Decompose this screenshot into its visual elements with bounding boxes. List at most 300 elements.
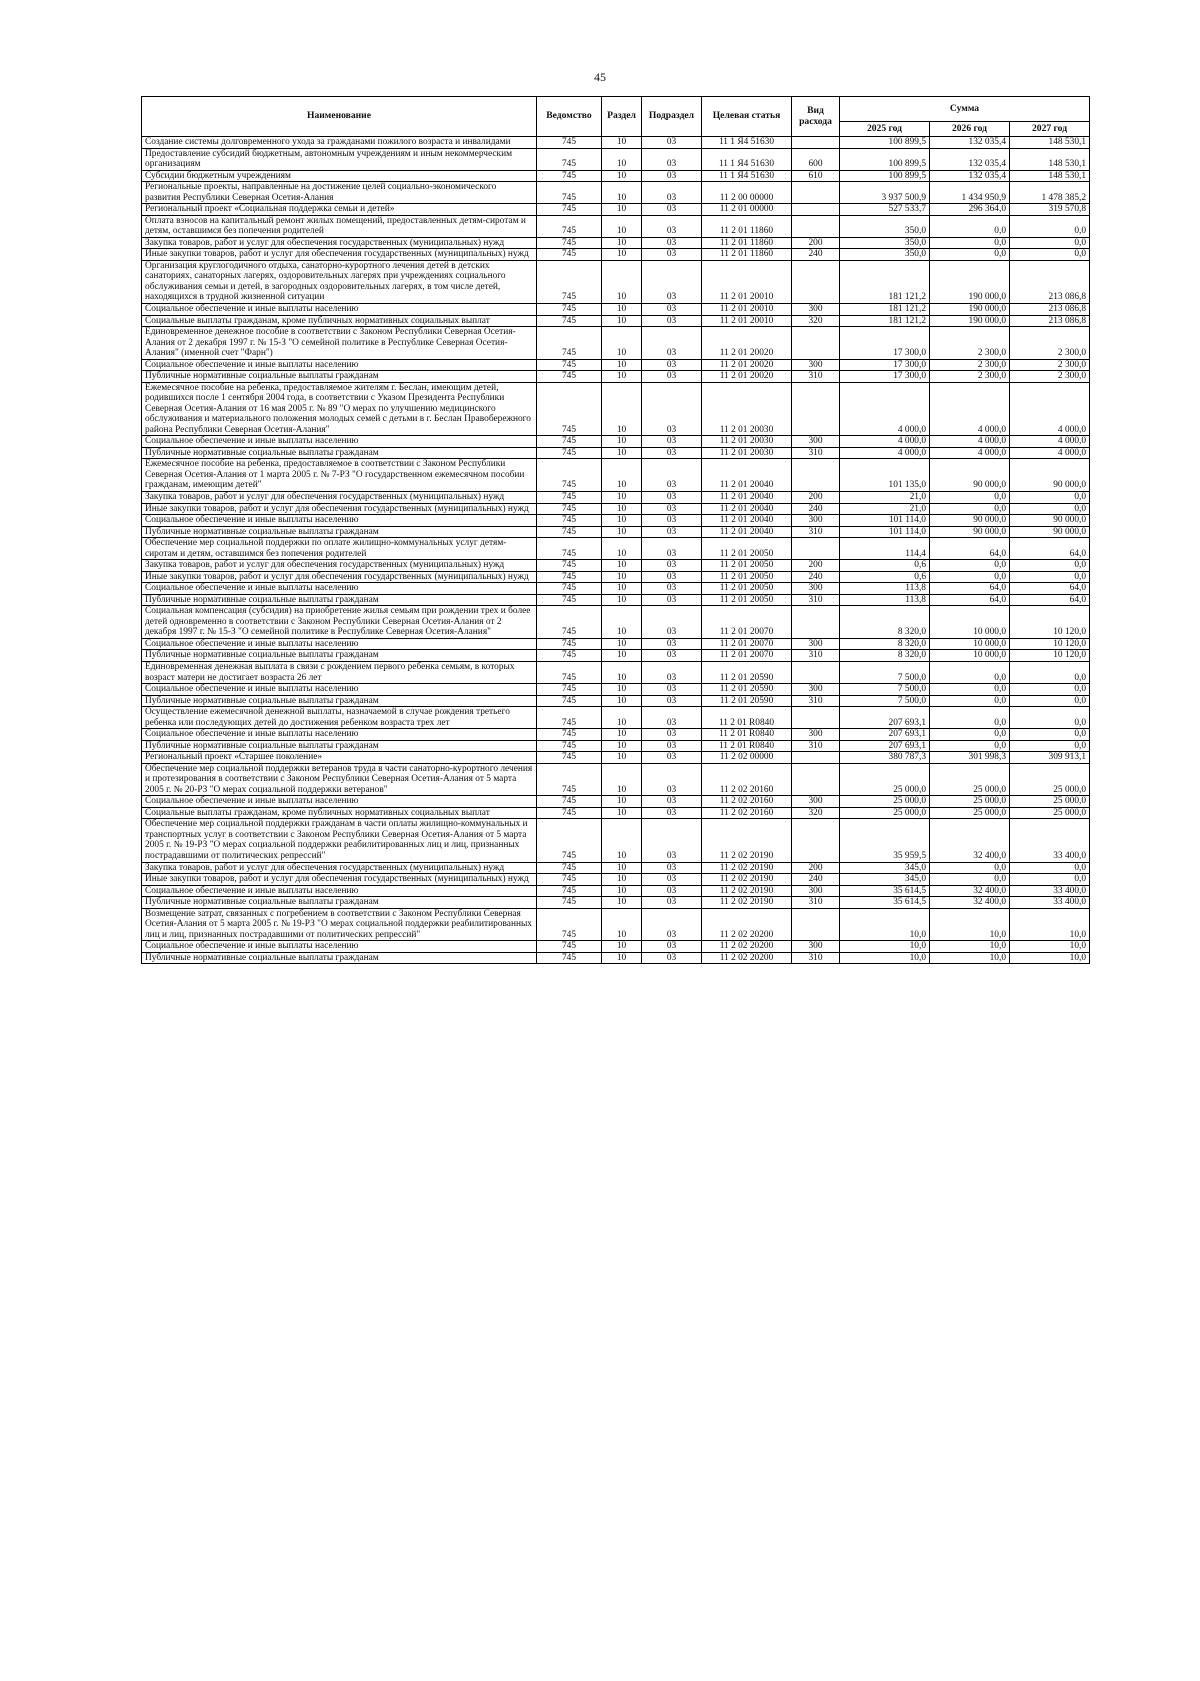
row-subsection: 03 (642, 315, 702, 327)
row-type: 200 (792, 492, 840, 504)
row-name: Публичные нормативные социальные выплаты гражданам (142, 740, 537, 752)
row-subsection: 03 (642, 526, 702, 538)
row-name: Закупка товаров, работ и услуг для обеспечения государственных (муниципальных) нужд (142, 560, 537, 572)
row-name: Публичные нормативные социальные выплаты гражданам (142, 650, 537, 662)
row-subsection: 03 (642, 583, 702, 595)
row-target: 11 2 01 20050 (702, 560, 792, 572)
row-type: 240 (792, 874, 840, 886)
row-value-2026: 10 000,0 (930, 638, 1010, 650)
row-section: 10 (602, 606, 642, 639)
row-value-2026: 296 364,0 (930, 204, 1010, 216)
row-name: Социальное обеспечение и иные выплаты населению (142, 583, 537, 595)
row-dept: 745 (537, 215, 602, 237)
row-value-2027: 0,0 (1010, 862, 1090, 874)
row-target: 11 2 01 20030 (702, 447, 792, 459)
table-row (142, 908, 1090, 941)
row-value-2025: 17 300,0 (840, 327, 930, 360)
table-row (142, 941, 1090, 953)
row-section: 10 (602, 359, 642, 371)
header-subsection: Подраздел (642, 97, 702, 137)
row-value-2025: 7 500,0 (840, 661, 930, 683)
row-value-2026: 4 000,0 (930, 447, 1010, 459)
row-target: 11 2 02 20190 (702, 897, 792, 909)
row-target: 11 2 02 20160 (702, 807, 792, 819)
row-name: Ежемесячное пособие на ребенка, предоставляемое в соответствии с Законом Республики Северная Осетия-Алания от 1 марта 2005 г. № 7-РЗ "О государственном ежемесячном пособии гражданам, имеющим детей" (142, 459, 537, 492)
row-target: 11 2 01 R0840 (702, 729, 792, 741)
row-type: 600 (792, 148, 840, 170)
row-value-2025: 380 787,3 (840, 752, 930, 764)
row-value-2027: 1 478 385,2 (1010, 182, 1090, 204)
row-section: 10 (602, 885, 642, 897)
row-target: 11 2 02 20160 (702, 763, 792, 796)
row-target: 11 2 01 20070 (702, 650, 792, 662)
row-value-2027: 0,0 (1010, 492, 1090, 504)
row-type: 300 (792, 583, 840, 595)
row-subsection: 03 (642, 515, 702, 527)
row-section: 10 (602, 538, 642, 560)
row-type (792, 752, 840, 764)
row-section: 10 (602, 182, 642, 204)
row-subsection: 03 (642, 752, 702, 764)
row-value-2027: 309 913,1 (1010, 752, 1090, 764)
table-row (142, 763, 1090, 796)
row-value-2025: 8 320,0 (840, 650, 930, 662)
table-row (142, 897, 1090, 909)
row-value-2027: 10 120,0 (1010, 606, 1090, 639)
row-value-2027: 0,0 (1010, 560, 1090, 572)
row-value-2026: 0,0 (930, 661, 1010, 683)
row-name: Региональные проекты, направленные на достижение целей социально-экономического развития Республики Северная Осетия-Алания (142, 182, 537, 204)
header-2027: 2027 год (1010, 122, 1090, 137)
row-name: Публичные нормативные социальные выплаты гражданам (142, 447, 537, 459)
row-value-2027: 0,0 (1010, 237, 1090, 249)
row-name: Создание системы долговременного ухода за гражданами пожилого возраста и инвалидами (142, 137, 537, 149)
row-dept: 745 (537, 327, 602, 360)
row-section: 10 (602, 740, 642, 752)
row-name: Обеспечение мер социальной поддержки по оплате жилищно-коммунальных услуг детям-сиротам и детям, оставшимся без попечения родителей (142, 538, 537, 560)
row-name: Региональный проект «Социальная поддержка семьи и детей» (142, 204, 537, 216)
page-number: 45 (594, 70, 606, 84)
table-header (142, 97, 1090, 137)
row-dept: 745 (537, 819, 602, 862)
row-value-2025: 10,0 (840, 952, 930, 964)
row-value-2026: 190 000,0 (930, 303, 1010, 315)
table-row (142, 538, 1090, 560)
row-type: 310 (792, 695, 840, 707)
table-row (142, 148, 1090, 170)
row-target: 11 2 02 20200 (702, 941, 792, 953)
row-type: 240 (792, 571, 840, 583)
row-section: 10 (602, 327, 642, 360)
row-subsection: 03 (642, 237, 702, 249)
row-section: 10 (602, 204, 642, 216)
table-row (142, 952, 1090, 964)
row-section: 10 (602, 650, 642, 662)
row-value-2025: 10,0 (840, 908, 930, 941)
row-name: Ежемесячное пособие на ребенка, предоставляемое жителям г. Беслан, имеющим детей, родившихся после 1 сентября 2004 года, в соответствии с Указом Президента Республики Северная Осетия-Алания от 16 мая 2005 г. № 89 "О мерах по улучшению медицинского обслуживания и материального положения молодых семей с детьми в г. Беслан Правобережного района Республики Северная Осетия-Алания" (142, 382, 537, 436)
row-value-2026: 64,0 (930, 594, 1010, 606)
row-type: 300 (792, 638, 840, 650)
table-row (142, 638, 1090, 650)
row-dept: 745 (537, 359, 602, 371)
row-value-2026: 0,0 (930, 684, 1010, 696)
row-section: 10 (602, 707, 642, 729)
row-subsection: 03 (642, 560, 702, 572)
row-section: 10 (602, 941, 642, 953)
row-subsection: 03 (642, 638, 702, 650)
row-value-2025: 0,6 (840, 560, 930, 572)
row-dept: 745 (537, 237, 602, 249)
table-row (142, 819, 1090, 862)
row-section: 10 (602, 571, 642, 583)
row-subsection: 03 (642, 862, 702, 874)
row-subsection: 03 (642, 594, 702, 606)
row-subsection: 03 (642, 215, 702, 237)
row-dept: 745 (537, 303, 602, 315)
row-value-2025: 350,0 (840, 237, 930, 249)
row-dept: 745 (537, 638, 602, 650)
row-value-2025: 114,4 (840, 538, 930, 560)
row-section: 10 (602, 638, 642, 650)
row-target: 11 2 01 R0840 (702, 707, 792, 729)
table-row (142, 249, 1090, 261)
row-value-2025: 17 300,0 (840, 371, 930, 383)
row-subsection: 03 (642, 571, 702, 583)
row-value-2025: 4 000,0 (840, 436, 930, 448)
table-row (142, 303, 1090, 315)
row-type: 310 (792, 526, 840, 538)
row-section: 10 (602, 382, 642, 436)
row-value-2026: 10,0 (930, 941, 1010, 953)
row-subsection: 03 (642, 447, 702, 459)
row-dept: 745 (537, 650, 602, 662)
row-value-2027: 148 530,1 (1010, 137, 1090, 149)
row-section: 10 (602, 661, 642, 683)
row-name: Закупка товаров, работ и услуг для обеспечения государственных (муниципальных) нужд (142, 862, 537, 874)
row-value-2027: 33 400,0 (1010, 819, 1090, 862)
row-type: 200 (792, 237, 840, 249)
row-section: 10 (602, 237, 642, 249)
row-subsection: 03 (642, 148, 702, 170)
row-type: 310 (792, 740, 840, 752)
row-subsection: 03 (642, 661, 702, 683)
table-row (142, 382, 1090, 436)
row-value-2026: 132 035,4 (930, 137, 1010, 149)
row-type (792, 661, 840, 683)
table-row (142, 729, 1090, 741)
row-type: 310 (792, 371, 840, 383)
row-target: 11 2 02 20160 (702, 796, 792, 808)
row-target: 11 1 Я4 51630 (702, 137, 792, 149)
row-dept: 745 (537, 807, 602, 819)
row-dept: 745 (537, 763, 602, 796)
row-value-2026: 0,0 (930, 249, 1010, 261)
table-row (142, 874, 1090, 886)
table-row (142, 447, 1090, 459)
row-section: 10 (602, 763, 642, 796)
row-value-2027: 64,0 (1010, 594, 1090, 606)
row-value-2027: 319 570,8 (1010, 204, 1090, 216)
row-target: 11 2 01 20030 (702, 382, 792, 436)
row-subsection: 03 (642, 740, 702, 752)
row-name: Социальные выплаты гражданам, кроме публичных нормативных социальных выплат (142, 807, 537, 819)
row-section: 10 (602, 526, 642, 538)
row-value-2027: 0,0 (1010, 729, 1090, 741)
row-value-2025: 21,0 (840, 492, 930, 504)
row-name: Субсидии бюджетным учреждениям (142, 170, 537, 182)
table-row (142, 707, 1090, 729)
table-row (142, 459, 1090, 492)
row-dept: 745 (537, 874, 602, 886)
row-value-2025: 7 500,0 (840, 684, 930, 696)
row-dept: 745 (537, 941, 602, 953)
table-row (142, 182, 1090, 204)
row-type: 300 (792, 729, 840, 741)
table-row (142, 661, 1090, 683)
row-type: 310 (792, 897, 840, 909)
row-value-2027: 148 530,1 (1010, 170, 1090, 182)
row-value-2025: 345,0 (840, 874, 930, 886)
row-subsection: 03 (642, 303, 702, 315)
table-row (142, 740, 1090, 752)
row-value-2027: 25 000,0 (1010, 807, 1090, 819)
row-subsection: 03 (642, 538, 702, 560)
row-value-2026: 25 000,0 (930, 807, 1010, 819)
row-section: 10 (602, 459, 642, 492)
header-2025: 2025 год (840, 122, 930, 137)
row-target: 11 2 00 00000 (702, 182, 792, 204)
row-value-2025: 101 114,0 (840, 515, 930, 527)
row-name: Социальное обеспечение и иные выплаты населению (142, 303, 537, 315)
row-target: 11 2 02 00000 (702, 752, 792, 764)
row-value-2027: 148 530,1 (1010, 148, 1090, 170)
row-name: Социальное обеспечение и иные выплаты населению (142, 796, 537, 808)
row-type (792, 382, 840, 436)
row-value-2027: 10,0 (1010, 908, 1090, 941)
row-target: 11 2 01 20050 (702, 571, 792, 583)
row-type: 300 (792, 359, 840, 371)
row-value-2026: 4 000,0 (930, 436, 1010, 448)
row-target: 11 2 01 20040 (702, 526, 792, 538)
table-row (142, 503, 1090, 515)
row-value-2026: 10 000,0 (930, 650, 1010, 662)
table-row (142, 515, 1090, 527)
row-type (792, 327, 840, 360)
row-dept: 745 (537, 371, 602, 383)
row-value-2026: 0,0 (930, 729, 1010, 741)
row-type: 240 (792, 503, 840, 515)
row-subsection: 03 (642, 874, 702, 886)
row-dept: 745 (537, 538, 602, 560)
row-target: 11 2 01 20020 (702, 359, 792, 371)
row-name: Единовременное денежное пособие в соответствии с Законом Республики Северная Осетия-Алания от 2 декабря 1997 г. № 15-З "О семейной политике в Республике Северная Осетия-Алания" (именной счет "Фарн") (142, 327, 537, 360)
row-name: Иные закупки товаров, работ и услуг для обеспечения государственных (муниципальных) нужд (142, 874, 537, 886)
row-type: 300 (792, 885, 840, 897)
table-row (142, 371, 1090, 383)
table-row (142, 606, 1090, 639)
table-row (142, 215, 1090, 237)
row-subsection: 03 (642, 908, 702, 941)
row-dept: 745 (537, 606, 602, 639)
row-value-2027: 0,0 (1010, 249, 1090, 261)
row-dept: 745 (537, 752, 602, 764)
row-section: 10 (602, 249, 642, 261)
row-dept: 745 (537, 503, 602, 515)
row-dept: 745 (537, 492, 602, 504)
row-section: 10 (602, 752, 642, 764)
row-dept: 745 (537, 661, 602, 683)
row-name: Региональный проект «Старшее поколение» (142, 752, 537, 764)
row-value-2026: 0,0 (930, 560, 1010, 572)
row-value-2026: 0,0 (930, 874, 1010, 886)
row-type: 300 (792, 436, 840, 448)
row-value-2027: 2 300,0 (1010, 327, 1090, 360)
row-target: 11 1 Я4 51630 (702, 148, 792, 170)
row-type (792, 763, 840, 796)
row-value-2025: 100 899,5 (840, 148, 930, 170)
row-type: 300 (792, 515, 840, 527)
row-value-2025: 4 000,0 (840, 447, 930, 459)
row-value-2027: 10,0 (1010, 941, 1090, 953)
row-subsection: 03 (642, 796, 702, 808)
row-target: 11 2 01 20590 (702, 695, 792, 707)
row-name: Осуществление ежемесячной денежной выплаты, назначаемой в случае рождения третьего ребенка или последующих детей до достижения ребенком возраста трех лет (142, 707, 537, 729)
row-name: Социальная компенсация (субсидия) на приобретение жилья семьям при рождении трех и более детей одновременно в соответствии с Законом Республики Северная Осетия-Алания от 2 декабря 1997 г. № 15-З "О семейной политике в Республике Северная Осетия-Алания" (142, 606, 537, 639)
row-value-2026: 10 000,0 (930, 606, 1010, 639)
row-value-2027: 90 000,0 (1010, 459, 1090, 492)
row-subsection: 03 (642, 897, 702, 909)
row-section: 10 (602, 594, 642, 606)
row-value-2025: 113,8 (840, 583, 930, 595)
row-section: 10 (602, 148, 642, 170)
row-type (792, 908, 840, 941)
row-value-2025: 207 693,1 (840, 740, 930, 752)
row-dept: 745 (537, 594, 602, 606)
row-name: Закупка товаров, работ и услуг для обеспечения государственных (муниципальных) нужд (142, 237, 537, 249)
row-type (792, 459, 840, 492)
row-subsection: 03 (642, 382, 702, 436)
row-value-2026: 90 000,0 (930, 459, 1010, 492)
row-name: Социальное обеспечение и иные выплаты населению (142, 684, 537, 696)
header-type: Вид расхода (792, 97, 840, 137)
row-subsection: 03 (642, 260, 702, 303)
row-value-2026: 132 035,4 (930, 170, 1010, 182)
row-dept: 745 (537, 729, 602, 741)
row-name: Социальное обеспечение и иные выплаты населению (142, 941, 537, 953)
row-section: 10 (602, 684, 642, 696)
table-row (142, 560, 1090, 572)
row-value-2027: 0,0 (1010, 684, 1090, 696)
row-value-2027: 0,0 (1010, 215, 1090, 237)
header-sum: Сумма (840, 97, 1090, 122)
row-target: 11 2 02 20200 (702, 908, 792, 941)
row-section: 10 (602, 897, 642, 909)
row-subsection: 03 (642, 327, 702, 360)
row-subsection: 03 (642, 182, 702, 204)
row-type: 300 (792, 684, 840, 696)
row-dept: 745 (537, 897, 602, 909)
row-value-2026: 32 400,0 (930, 885, 1010, 897)
row-value-2026: 0,0 (930, 492, 1010, 504)
row-value-2025: 7 500,0 (840, 695, 930, 707)
row-value-2025: 207 693,1 (840, 707, 930, 729)
row-subsection: 03 (642, 606, 702, 639)
row-type (792, 707, 840, 729)
row-name: Социальное обеспечение и иные выплаты населению (142, 885, 537, 897)
row-target: 11 2 01 11860 (702, 215, 792, 237)
row-value-2025: 181 121,2 (840, 260, 930, 303)
row-value-2026: 32 400,0 (930, 897, 1010, 909)
row-name: Социальные выплаты гражданам, кроме публичных нормативных социальных выплат (142, 315, 537, 327)
row-value-2025: 100 899,5 (840, 137, 930, 149)
row-name: Предоставление субсидий бюджетным, автономным учреждениям и иным некоммерческим организациям (142, 148, 537, 170)
row-dept: 745 (537, 571, 602, 583)
row-type (792, 606, 840, 639)
row-type: 300 (792, 303, 840, 315)
row-value-2027: 0,0 (1010, 707, 1090, 729)
row-type: 300 (792, 796, 840, 808)
header-target: Целевая статья (702, 97, 792, 137)
row-name: Публичные нормативные социальные выплаты гражданам (142, 526, 537, 538)
row-target: 11 2 01 20040 (702, 515, 792, 527)
table-row (142, 237, 1090, 249)
row-value-2026: 0,0 (930, 571, 1010, 583)
header-dept: Ведомство (537, 97, 602, 137)
row-section: 10 (602, 952, 642, 964)
row-dept: 745 (537, 740, 602, 752)
row-value-2026: 0,0 (930, 215, 1010, 237)
row-value-2025: 181 121,2 (840, 315, 930, 327)
row-dept: 745 (537, 952, 602, 964)
row-dept: 745 (537, 260, 602, 303)
row-value-2027: 64,0 (1010, 583, 1090, 595)
row-type: 310 (792, 952, 840, 964)
row-target: 11 2 01 20590 (702, 661, 792, 683)
row-type: 320 (792, 315, 840, 327)
row-section: 10 (602, 215, 642, 237)
row-subsection: 03 (642, 503, 702, 515)
row-name: Публичные нормативные социальные выплаты гражданам (142, 952, 537, 964)
row-dept: 745 (537, 170, 602, 182)
row-dept: 745 (537, 885, 602, 897)
row-section: 10 (602, 862, 642, 874)
row-target: 11 2 01 20050 (702, 594, 792, 606)
header-2026: 2026 год (930, 122, 1010, 137)
row-dept: 745 (537, 862, 602, 874)
row-value-2026: 2 300,0 (930, 371, 1010, 383)
row-subsection: 03 (642, 952, 702, 964)
row-section: 10 (602, 560, 642, 572)
row-value-2027: 0,0 (1010, 695, 1090, 707)
row-value-2026: 0,0 (930, 695, 1010, 707)
row-value-2027: 90 000,0 (1010, 515, 1090, 527)
row-dept: 745 (537, 182, 602, 204)
row-dept: 745 (537, 459, 602, 492)
row-target: 11 2 02 20200 (702, 952, 792, 964)
row-value-2026: 0,0 (930, 707, 1010, 729)
row-name: Социальное обеспечение и иные выплаты населению (142, 359, 537, 371)
row-name: Публичные нормативные социальные выплаты гражданам (142, 695, 537, 707)
row-value-2026: 64,0 (930, 538, 1010, 560)
table-row (142, 359, 1090, 371)
row-subsection: 03 (642, 763, 702, 796)
table-row (142, 885, 1090, 897)
row-name: Социальное обеспечение и иные выплаты населению (142, 436, 537, 448)
row-name: Публичные нормативные социальные выплаты гражданам (142, 594, 537, 606)
row-value-2025: 207 693,1 (840, 729, 930, 741)
row-name: Иные закупки товаров, работ и услуг для обеспечения государственных (муниципальных) нужд (142, 249, 537, 261)
row-subsection: 03 (642, 459, 702, 492)
